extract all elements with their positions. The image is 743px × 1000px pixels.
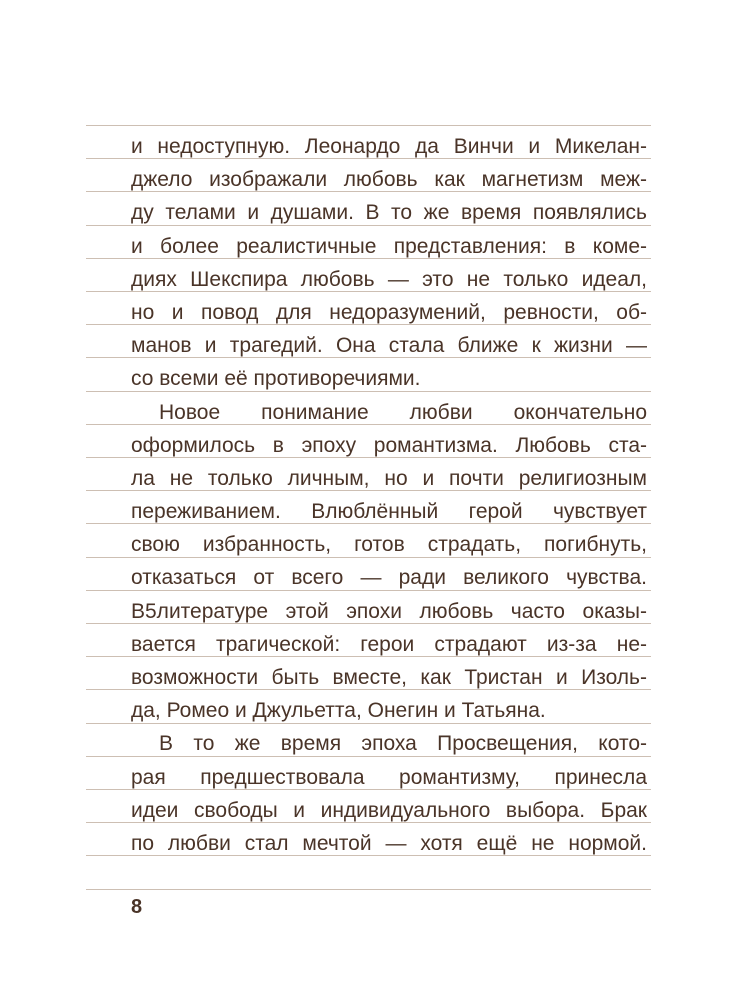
text-line: диях Шекспира любовь — это не только идеал, <box>131 267 647 291</box>
text-line: джело изображали любовь как магнетизм меж- <box>131 168 647 192</box>
text-line: ла не только личным, но и почти религиозным <box>131 466 647 490</box>
text-line: и более реалистичные представления: в коме- <box>131 234 647 258</box>
text-line: да, Ромео и Джульетта, Онегин и Татьяна. <box>131 699 546 723</box>
text-line: отказаться от всего — ради великого чувства. <box>131 566 647 590</box>
rule-line <box>86 889 651 890</box>
text-line: по любви стал мечтой — хотя ещё не нормой. <box>131 831 647 855</box>
text-line: со всеми её противоречиями. <box>131 367 421 391</box>
body-text <box>131 130 647 860</box>
text-line: манов и трагедий. Она стала ближе к жизни — <box>131 334 647 358</box>
text-line: идеи свободы и индивидуального выбора. Брак <box>131 798 647 822</box>
text-line: рая предшествовала романтизму, принесла <box>131 765 647 789</box>
text-line: В5литературе этой эпохи любовь часто оказы- <box>131 599 647 623</box>
text-line: оформилось в эпоху романтизма. Любовь ста- <box>131 433 647 457</box>
text-line: свою избранность, готов страдать, погибнуть, <box>131 533 647 557</box>
text-line: В то же время эпоха Просвещения, кото- <box>159 732 647 756</box>
text-line: переживанием. Влюблённый герой чувствует <box>131 500 647 524</box>
text-line: вается трагической: герои страдают из-за не- <box>131 632 647 656</box>
page-number: 8 <box>131 896 143 918</box>
text-line: ду телами и душами. В то же время появлялись <box>131 201 647 225</box>
text-line: Новое понимание любви окончательно <box>159 400 647 424</box>
rule-line <box>86 125 651 126</box>
text-line: и недоступную. Леонардо да Винчи и Микелан- <box>131 135 647 158</box>
text-line: возможности быть вместе, как Тристан и Изоль- <box>131 666 647 689</box>
text-line: но и повод для недоразумений, ревности, об- <box>131 300 647 324</box>
